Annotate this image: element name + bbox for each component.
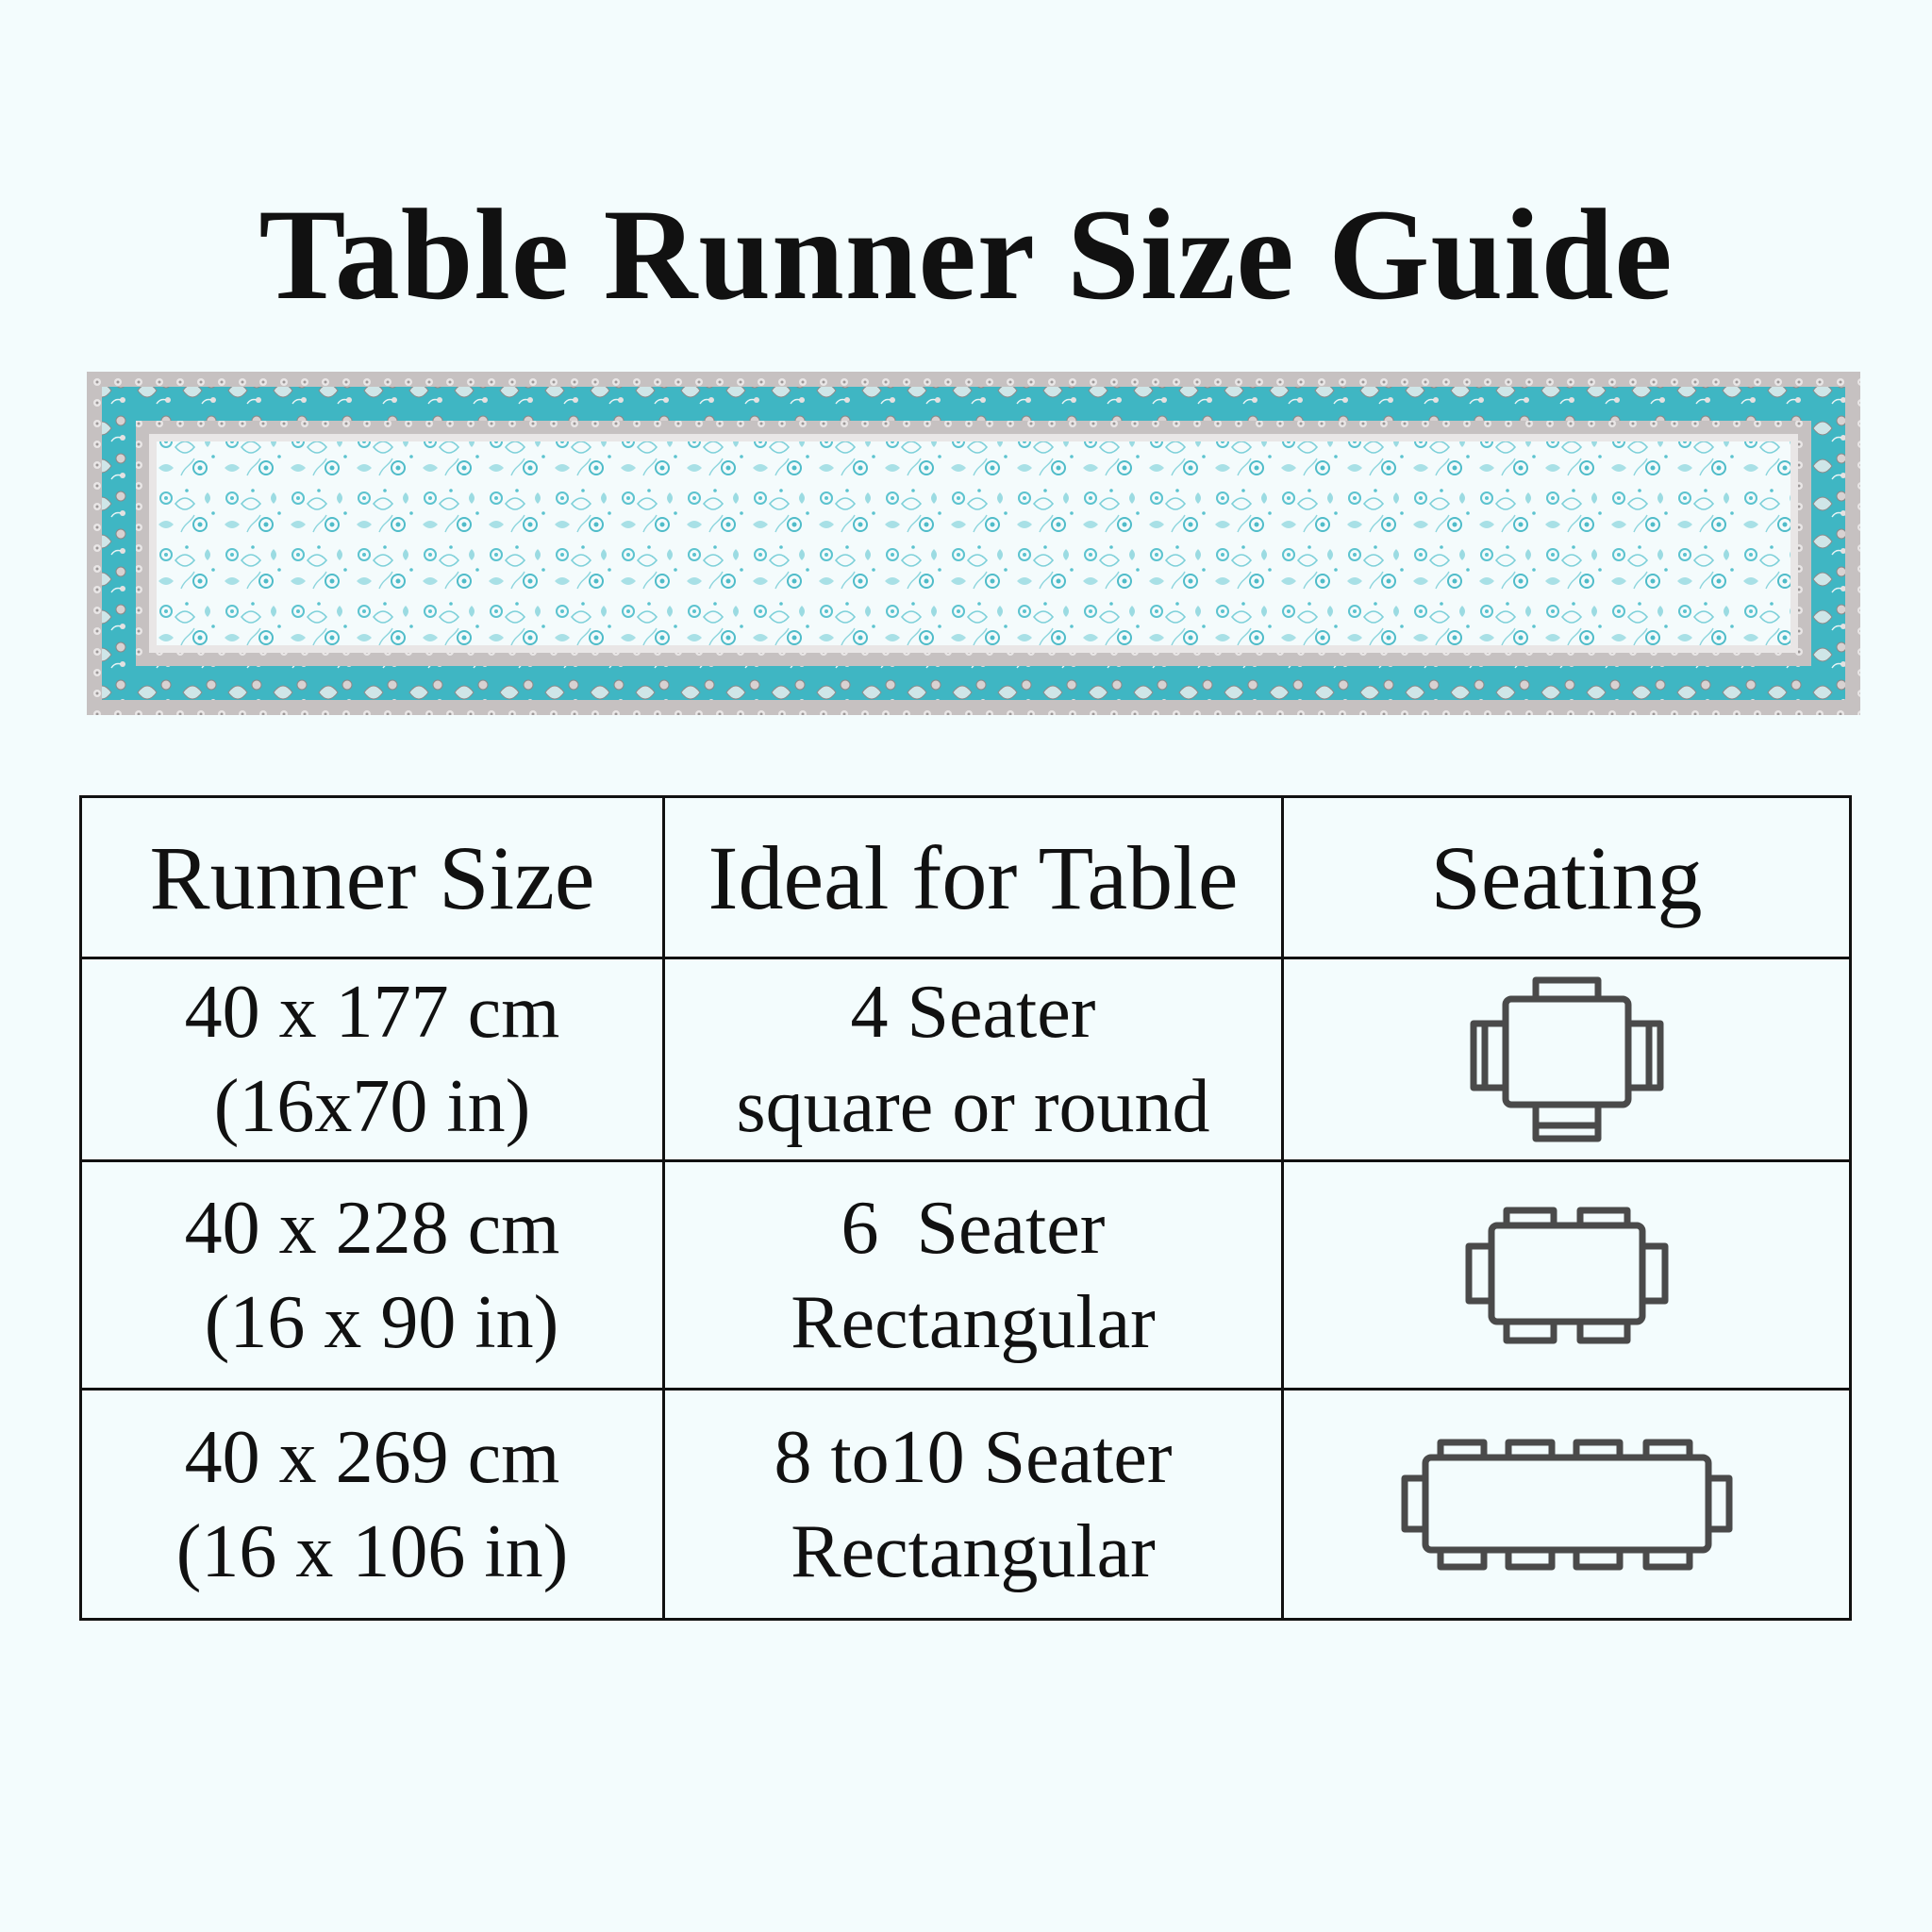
ten-seater-table-icon: [1399, 1437, 1735, 1573]
size-in: (16 x 106 in): [175, 1509, 569, 1593]
four-seater-table-icon: [1468, 974, 1666, 1144]
ideal-seater: 6 Seater: [841, 1186, 1106, 1270]
header-ideal-for-table: Ideal for Table: [664, 797, 1283, 958]
table-runner-image: [87, 372, 1860, 715]
size-cm: 40 x 269 cm: [184, 1415, 560, 1499]
runner-size-cell: [81, 1390, 664, 1620]
size-cm: 40 x 228 cm: [184, 1186, 560, 1270]
seating-cell: [1283, 958, 1851, 1161]
ideal-seater: 4 Seater: [850, 971, 1096, 1054]
ideal-table-cell: [664, 958, 1283, 1161]
table-row: [81, 958, 1851, 1161]
ideal-table-cell: [664, 1161, 1283, 1390]
ideal-table-cell: [664, 1390, 1283, 1620]
header-runner-size: Runner Size: [81, 797, 664, 958]
table-row: [81, 1161, 1851, 1390]
size-cm: 40 x 177 cm: [184, 971, 560, 1054]
runner-size-cell: [81, 958, 664, 1161]
seating-cell: [1283, 1161, 1851, 1390]
ideal-shape: Rectangular: [791, 1509, 1156, 1593]
size-in: (16x70 in): [213, 1065, 531, 1148]
runner-size-cell: [81, 1161, 664, 1390]
header-seating: Seating: [1283, 797, 1851, 958]
table-header-row: [81, 797, 1851, 958]
table-row: [81, 1390, 1851, 1620]
ideal-shape: square or round: [736, 1065, 1210, 1148]
six-seater-table-icon: [1463, 1205, 1671, 1346]
ideal-seater: 8 to10 Seater: [774, 1415, 1173, 1499]
ideal-shape: Rectangular: [791, 1280, 1156, 1364]
seating-cell: [1283, 1390, 1851, 1620]
size-in: (16 x 90 in): [185, 1280, 559, 1364]
size-guide-table: [79, 795, 1852, 1621]
page-title: Table Runner Size Guide: [258, 182, 1674, 326]
